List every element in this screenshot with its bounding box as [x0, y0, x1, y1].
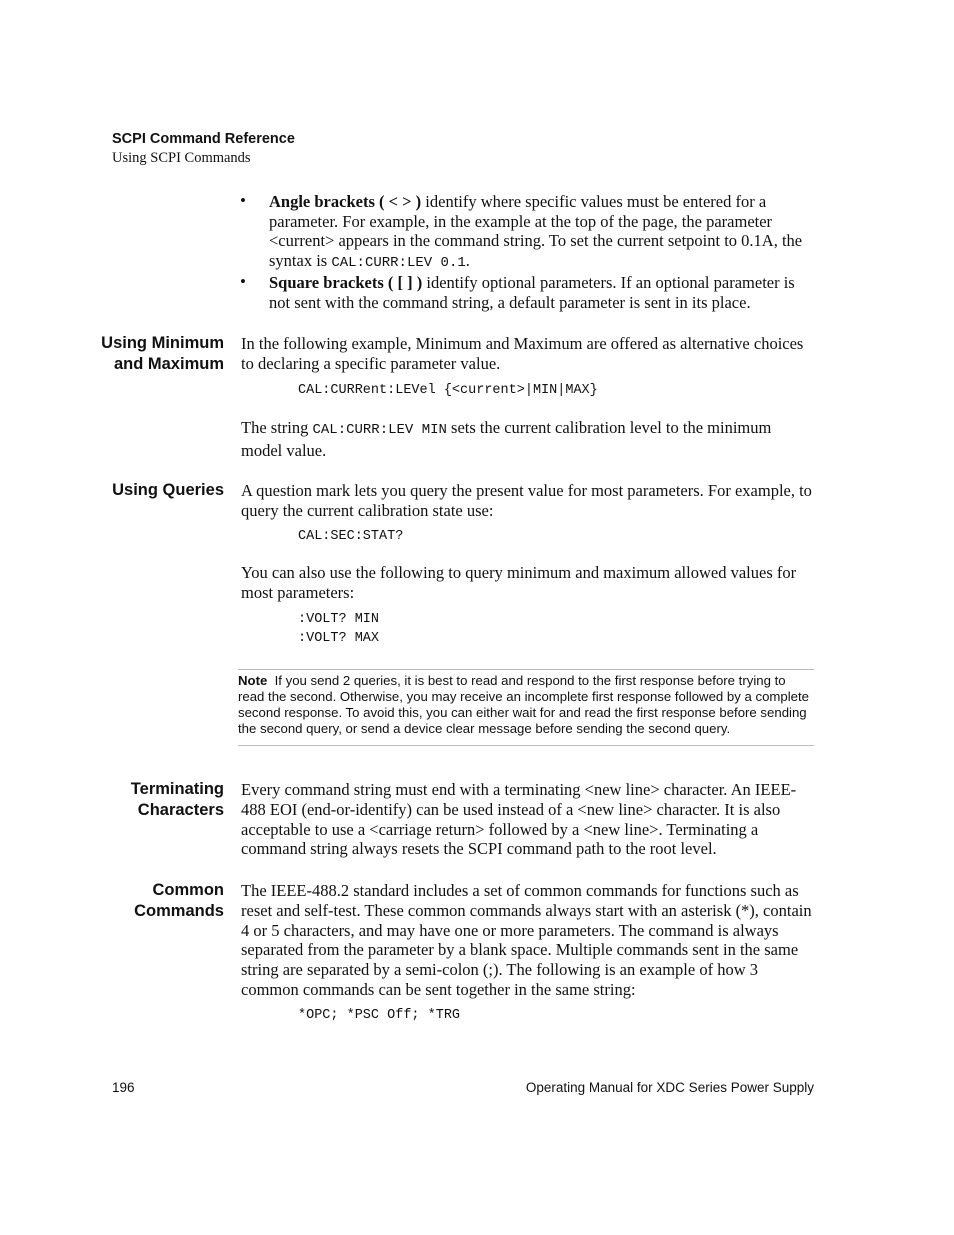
bullet-term: Angle brackets ( < > ) — [269, 192, 422, 211]
section-heading-common: Common Commands — [134, 881, 224, 920]
bullet-marker: • — [240, 272, 246, 291]
queries-code: CAL:SEC:STAT? — [298, 529, 404, 544]
queries-code-min: :VOLT? MIN — [298, 612, 380, 627]
bullet-angle-brackets — [269, 192, 815, 273]
common-code: *OPC; *PSC Off; *TRG — [298, 1008, 461, 1023]
queries-paragraph: A question mark lets you query the present value for most parameters. For example, to query the current calibration state use: — [241, 481, 812, 520]
minmax-code: CAL:CURRent:LEVel {<current>|MIN|MAX} — [298, 383, 598, 398]
running-header-subtitle: Using SCPI Commands — [112, 150, 251, 166]
bullet-marker: • — [240, 191, 246, 210]
text: The string — [241, 418, 313, 437]
bullet-term: Square brackets ( [ ] ) — [269, 273, 423, 292]
note-box — [238, 669, 814, 746]
note-label: Note — [238, 673, 268, 688]
note-text: If you send 2 queries, it is best to read and respond to the first response before trying to read the second. Otherwise, you may receive an incomplete first response followed by a complete second response. To avoid this, you can either wait for and read the first response before sending the second query, or send a device clear message before sending the second query. — [238, 673, 810, 736]
bullet-text-end: . — [465, 250, 470, 270]
minmax-paragraph-2 — [241, 418, 815, 461]
terminating-paragraph: Every command string must end with a terminating <new line> character. An IEEE-488 EOI (end-or-identify) can be used instead of a <new line> character. It is also acceptable to use a <carriage return> followed by a <new line>. Terminating a command string always resets the SCPI command path to the root level. — [241, 780, 797, 859]
queries-paragraph-2: You can also use the following to query minimum and maximum allowed values for most parameters: — [241, 563, 797, 602]
inline-code: CAL:CURR:LEV MIN — [312, 422, 447, 438]
page-number: 196 — [112, 1080, 135, 1095]
minmax-paragraph: In the following example, Minimum and Maximum are offered as alternative choices to declaring a specific parameter value. — [241, 334, 804, 373]
text: sets the current calibration level to the minimum model value. — [241, 418, 772, 460]
running-header-title: SCPI Command Reference — [112, 131, 295, 147]
bullet-text: identify where specific values must be entered for a parameter. For example, in the example at the top of the page, the parameter <current> appears in the command string. To set the current setpoint to 0.1A, the syntax is — [269, 192, 803, 270]
footer-document-title: Operating Manual for XDC Series Power Supply — [525, 1080, 814, 1095]
section-heading-terminating: Terminating Characters — [130, 780, 224, 819]
common-paragraph: The IEEE-488.2 standard includes a set of common commands for functions such as reset and self-test. These common commands always start with an asterisk (*), contain 4 or 5 characters, and may have one or more parameters. The command is always separated from the parameter by a blank space. Multiple commands sent in the same string are separated by a semi-colon (;). The following is an example of how 3 common commands can be sent together in the same string: — [241, 881, 812, 999]
section-heading-minmax: Using Minimum and Maximum — [101, 334, 224, 373]
queries-code-max: :VOLT? MAX — [298, 631, 380, 646]
section-heading-queries: Using Queries — [112, 481, 224, 499]
bullet-square-brackets — [269, 273, 815, 312]
bullet-text: identify optional parameters. If an optional parameter is not sent with the command string, a default parameter is sent in its place. — [269, 273, 795, 312]
inline-code: CAL:CURR:LEV 0.1 — [331, 254, 466, 271]
